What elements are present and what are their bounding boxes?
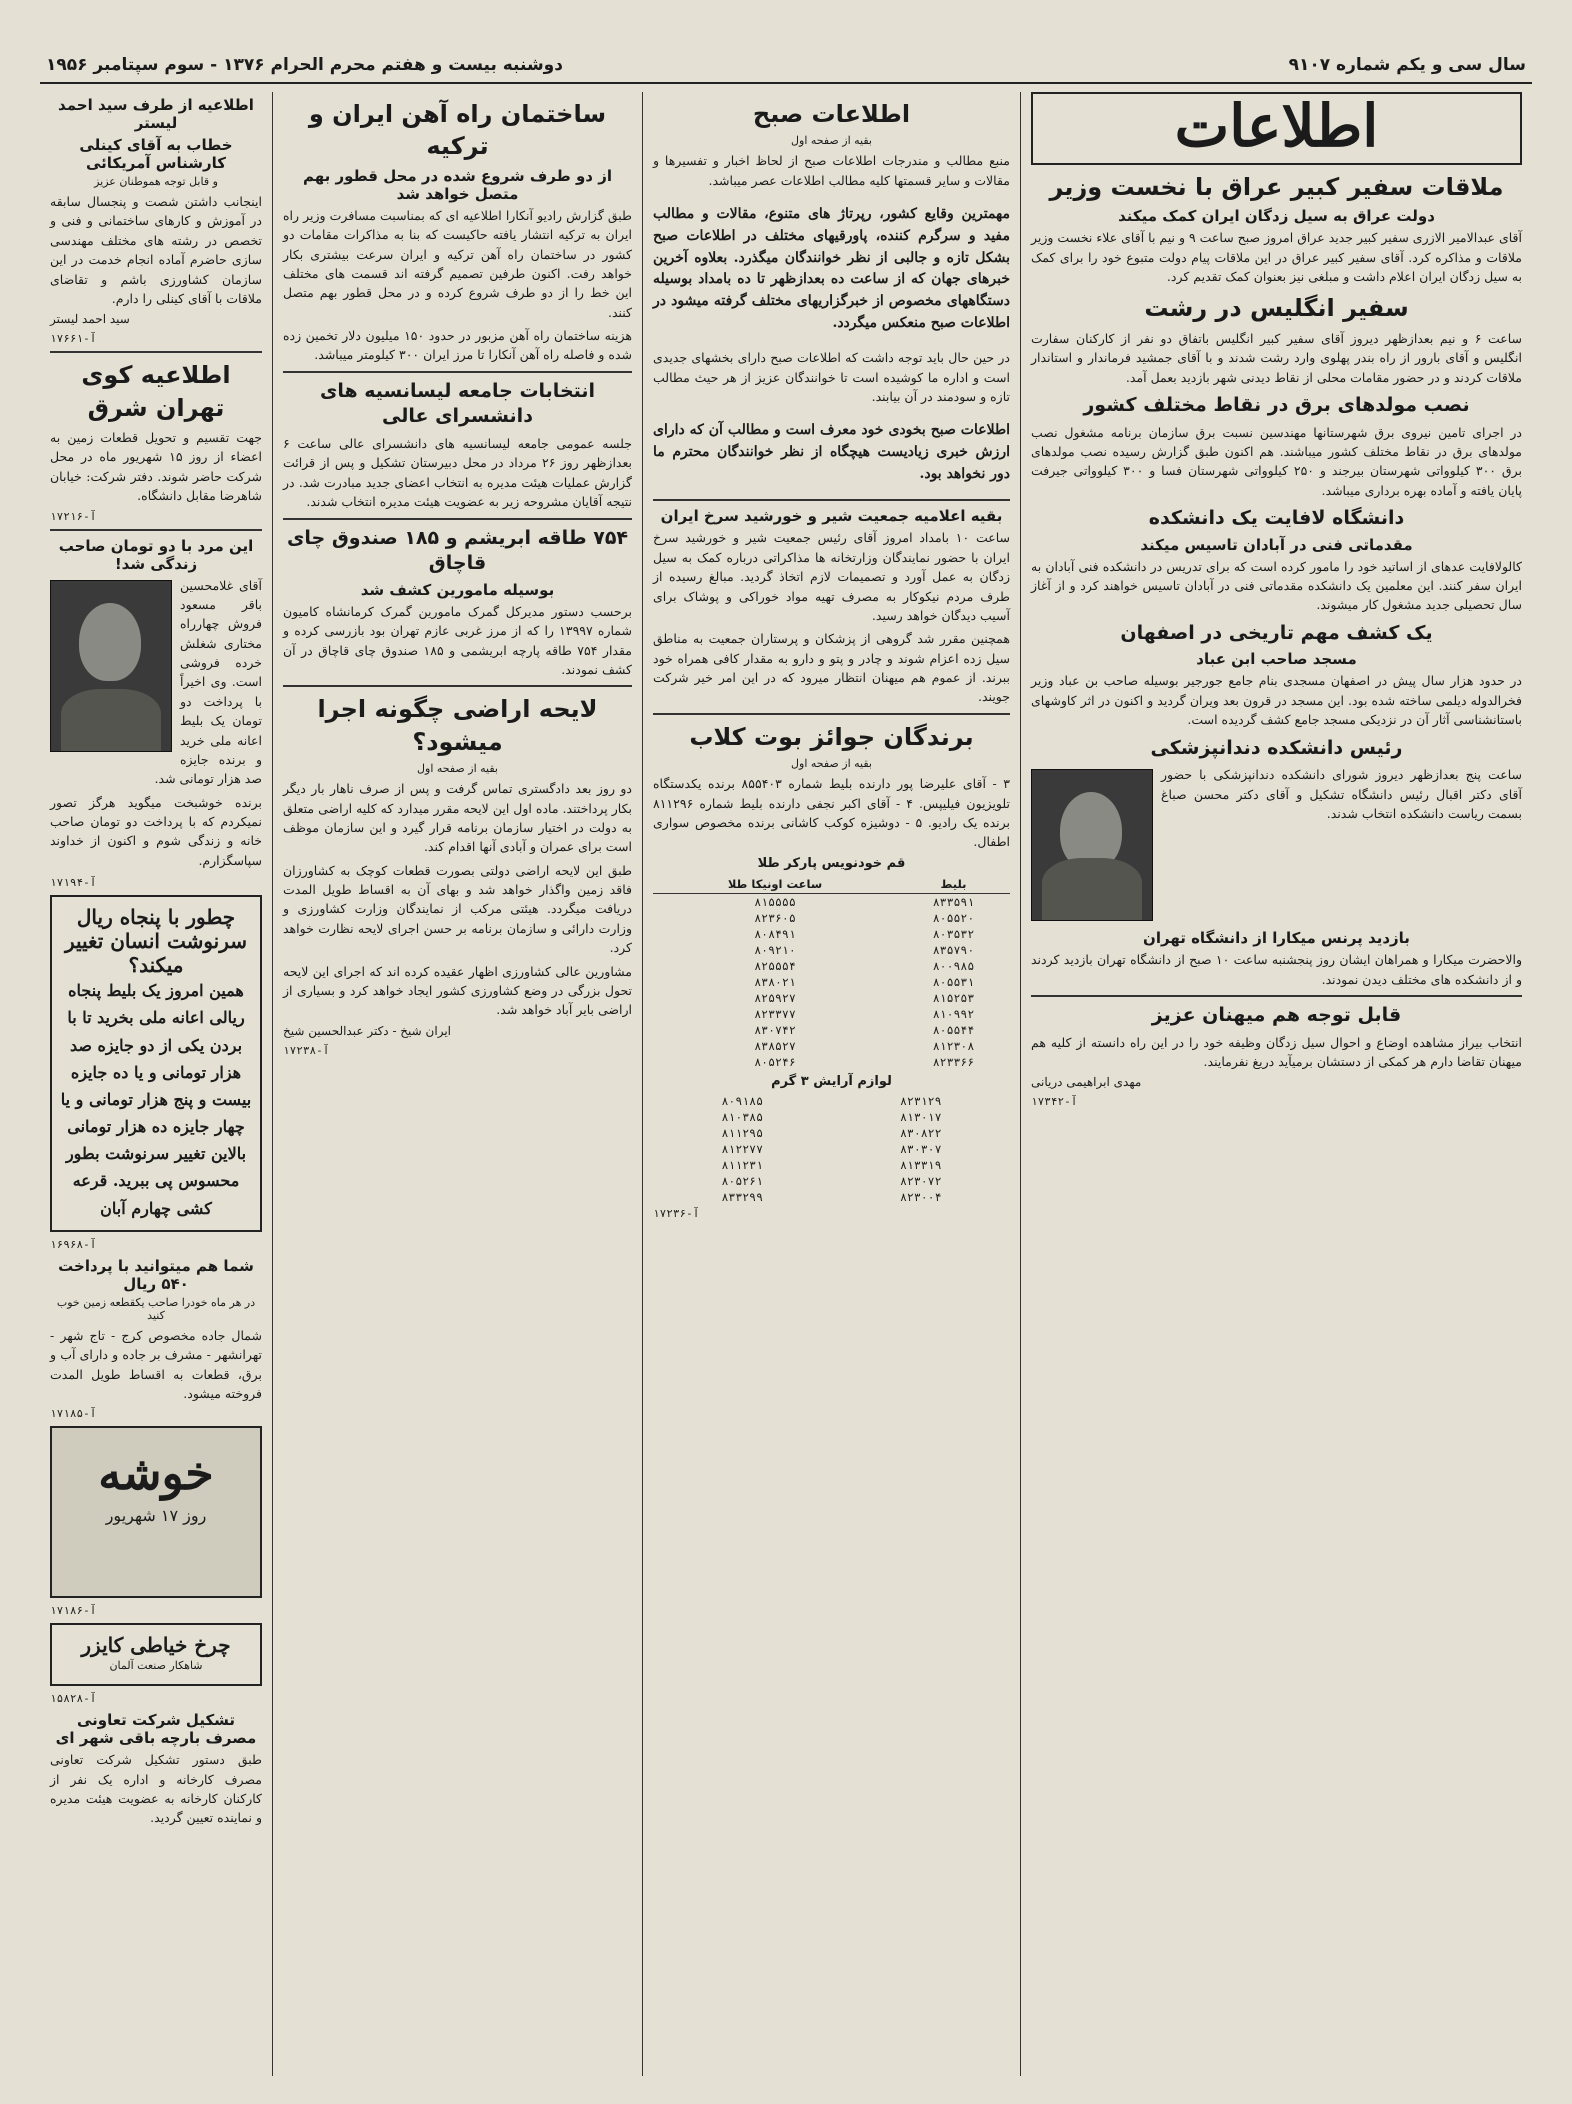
headline-morning-news: اطلاعات صبح: [752, 100, 911, 128]
prize-cell: ۸۰۳۵۳۲: [932, 926, 975, 941]
article-railway-body: طبق گزارش رادیو آنکارا اطلاعیه ای که بمناسبت مسافرت وزیر راه ایران به ترکیه انتشار یافته حاکیست که بنا به مذاکرات مقامات دو کشور در ساختمان راه آهن ترکیه و ایران سرعت بیشتری بکار خواهد رفت. اکنون طرفین تصمیم گرفته اند قسمت های مختلف این خط را از دو طرف شروع کرده و در محل قطور بهم متصل کنند.: [283, 207, 632, 320]
headline-dentistry: رئیس دانشکده دندانپزشکی: [1150, 736, 1403, 759]
column-center-right: [642, 92, 1020, 2076]
prize-row: [653, 958, 1010, 974]
subhead-railway: از دو طرف شروع شده در محل قطور بهم متصل خواهد شد: [303, 166, 612, 203]
headline-red-lion-sun: بقیه اعلامیه جمعیت شیر و خورشید سرخ ایران: [660, 507, 1003, 526]
prize-cell: ۸۲۳۱۲۹: [899, 1093, 942, 1108]
ad-reference: آ-۱۷۳۴۲: [1031, 1095, 1078, 1109]
prize-cell: ۸۰۵۲۶۱: [721, 1173, 764, 1188]
prize-table-header: [653, 875, 1010, 894]
article-winner-body: آقای غلامحسین باقر مسعود فروش چهارراه مختاری شغلش خرده فروشی است. وی اخیراً با پرداخت دو تومان یک بلیط اعانه ملی خرید و برنده جایزه صد هزار تومانی شد.: [154, 577, 262, 787]
continued-note: بقیه از صفحه اول: [791, 757, 872, 771]
prize-cell: ۸۳۸۰۲۱: [754, 974, 796, 989]
prize-table-body: [653, 1093, 1010, 1205]
prize-cell: ۸۱۲۳۰۸: [932, 1038, 975, 1053]
ad-reference: آ-۱۷۲۳۸: [283, 1043, 330, 1057]
headline-coop: تشکیل شرکت تعاونی مصرف بارچه باقی شهر ای: [55, 1711, 257, 1748]
prize-cell: ۸۳۳۲۹۹: [721, 1189, 764, 1204]
article-dentistry-body: ساعت پنج بعدازظهر دیروز شورای دانشکده دندانپزشکی با حضور آقای دکتر اقبال رئیس دانشگاه تشکیل و آقای دکتر محسن صباغ بسمت ریاست دانشکده انتخاب شدند.: [1161, 767, 1522, 821]
continued-note: بقیه از صفحه اول: [791, 134, 872, 148]
prize-row: [653, 1125, 1010, 1141]
headline-generators: نصب مولدهای برق در نقاط مختلف کشور: [1083, 393, 1470, 416]
prize-row: [653, 910, 1010, 926]
article-elections-body: جلسه عمومی جامعه لیسانسیه های دانشسرای عالی ساعت ۶ بعدازظهر روز ۲۶ مرداد در محل دبیرستان تشکیل و پس از قرائت گزارش عملیات هیئت مدیره به انتخاب اعضای جدید مبادرت شد. در نتیجه آقایان مشروحه زیر به عضویت هیئت مدیره انتخاب شدند.: [283, 436, 632, 510]
prize-cell: ۸۲۳۶۰۵: [754, 910, 796, 925]
article-generators-body: در اجرای تامین نیروی برق شهرستانها مهندسین نسبت برق سازمان برنامه مشغول نصب مولدهای برق در نقاط مختلف کشور میباشند. هم اکنون طبق گزارش رسیده نصب مولدهای برق ۳۰۰ کیلوواتی شهرستان بیرجند و ۲۵۰ کیلوواتی شهرستان فسا و ۳۰۰ کیلوواتی جیرفت پایان یافته و آماده بهره برداری میباشد.: [1031, 424, 1522, 498]
headline-railway: ساختمان راه آهن ایران و ترکیه: [308, 100, 607, 161]
prize-cell: ۸۳۳۵۹۱: [932, 894, 975, 909]
ad-lottery-text: همین امروز یک بلیط پنجاه ریالی اعانه ملی بخرید تا با بردن یکی از دو جایزه صد هزار تومانی و یا ده جایزه بیست و پنج هزار تومانی و یا چهار جایزه ده هزار تومانی بالاین تغییر سرنوشت بطور محسوس پی ببرید. قرعه کشی چهارم آبان: [60, 981, 252, 1218]
headline-land-offer: شما هم میتوانید با پرداخت ۵۴۰ ریال: [58, 1256, 254, 1293]
headline-iraq-ambassador: ملاقات سفیر کبیر عراق با نخست وزیر: [1049, 172, 1504, 201]
article-winner-body2: برنده خوشبخت میگوید هرگز تصور نمیکردم که با پرداخت دو تومان صاحب خانه و زندگی شوم و اکنون از خداوند سپاسگزارم.: [50, 794, 262, 868]
subhead-compatriots: و قابل توجه هموطنان عزیز: [94, 175, 218, 188]
subhead-land-offer: در هر ماه خودرا صاحب یکقطعه زمین خوب کنید: [56, 1295, 256, 1322]
ad-kaiser-title: چرخ خیاطی کایزر: [81, 1633, 231, 1658]
page-header: [40, 48, 1532, 84]
prize-cell: ۸۰۹۱۸۵: [721, 1093, 764, 1108]
ad-reference: آ-۱۷۲۱۶: [50, 509, 97, 523]
prize-caption-2: لوازم آرایش ۳ گرم: [771, 1073, 892, 1089]
prize-row: [653, 1006, 1010, 1022]
subhead-isfahan: مسجد صاحب ابن عباد: [1196, 650, 1357, 669]
prize-row: [653, 1038, 1010, 1054]
prize-cell: ۸۱۳۰۱۷: [899, 1109, 942, 1124]
article-morning-lead2: اطلاعات صبح بخودی خود معرف است و مطالب آن که دارای ارزش خبری زیادیست هیچگاه از نظر خوانندگان محترم ما دور نخواهد بود.: [653, 422, 1010, 482]
article-morning-lead: مهمترین وقایع کشور، رپرتاژ های متنوع، مقالات و مطالب مفید و سرگرم کننده، پاورقیهای مختلف در اطلاعات صبح بشکل تازه و جالبی از نظر خوانندگان میگذرد. بعلاوه آخرین خبرهای جهان که از ساعت ده بعدازظهر تا ده بامداد بوسیله دستگاههای مخصوص از خبرگزاریهای مختلف گرفته میشود در اطلاعات صبح منعکس میگردد.: [653, 206, 1010, 331]
prize-cell: ۸۳۵۷۹۰: [932, 942, 975, 957]
divider: [653, 499, 1010, 501]
prize-row: [653, 1093, 1010, 1109]
article-smuggling-body: برحسب دستور مدیرکل گمرک مامورین گمرک کرمانشاه کامیون شماره ۱۳۹۹۷ را که از مرز غربی عازم تهران بود بازرسی کرده و مقدار ۷۵۴ طاقه پارچه ابریشمی و ۱۸۵ صندوق چای قاچاق در آن کشف نمودند.: [283, 603, 632, 677]
article-iraq-body: آقای عبدالامیر الازری سفیر کبیر جدید عراق امروز صبح ساعت ۹ و نیم با آقای علاء نخست وزیر ملاقات و مذاکره کرد. آقای سفیر کبیر عراق در این ملاقات پیام دولت متبوع خود را برای کمک به سیل زدگان ایران اعلام داشت و مبلغی نیز بعنوان کمک تقدیم کرد.: [1031, 230, 1522, 285]
ad-reference: آ-۱۷۶۶۱: [50, 332, 97, 346]
prize-cell: ۸۳۰۸۲۲: [899, 1125, 942, 1140]
prize-table-body: [653, 893, 1010, 1070]
prize-cell: ۸۰۵۵۳۱: [932, 974, 975, 989]
ad-reference: آ-۱۷۲۳۶: [653, 1206, 700, 1220]
prize-cell: ۸۰۵۵۲۰: [932, 910, 975, 925]
prize-row: [653, 1109, 1010, 1125]
prize-cell: ۸۱۰۳۸۵: [721, 1109, 764, 1124]
ad-khoshe: [50, 1426, 262, 1598]
article-land-bill-body2: طبق این لایحه اراضی دولتی بصورت قطعات کوچک به کشاورزان فاقد زمین واگذار خواهد شد و بهای آن به اقساط طویل المدت دریافت میگردد. هیئتی مرکب از نمایندگان وزارت کشاورزی و وزارت دارائی و سازمان برنامه بر حسن اجرای لایحه نظارت خواهد کرد.: [283, 862, 632, 956]
prize-cell: ۸۰۵۵۴۴: [932, 1022, 975, 1037]
ad-kaiser-sub: شاهکار صنعت آلمان: [109, 1659, 203, 1673]
headline-compatriots: قابل توجه هم میهنان عزیز: [1151, 1003, 1402, 1026]
prize-row: [653, 1054, 1010, 1070]
prize-row: [653, 974, 1010, 990]
headline-land-bill: لایحه اراضی چگونه اجرا میشود؟: [317, 695, 598, 756]
masthead-logo: اطلاعات: [1031, 92, 1522, 165]
ad-kaiser: [50, 1623, 262, 1686]
headline-uk-ambassador: سفیر انگلیس در رشت: [1144, 294, 1409, 323]
prize-cell: ۸۰۹۲۱۰: [754, 942, 796, 957]
prize-col-header: ساعت اونیکا طلا: [653, 875, 897, 894]
divider: [653, 713, 1010, 715]
signature-lister: سید احمد لیستر: [50, 312, 130, 327]
ad-reference: آ-۱۶۹۶۸: [50, 1237, 97, 1251]
prize-table-2: [653, 1093, 1010, 1205]
prize-cell: ۸۲۳۳۶۶: [932, 1054, 975, 1069]
columns: [40, 92, 1532, 2076]
prize-cell: ۸۱۱۲۳۱: [721, 1157, 764, 1172]
signature-land-bill: ایران شیخ - دکتر عبدالحسین شیخ: [283, 1023, 451, 1038]
article-coop-body: طبق دستور تشکیل شرکت تعاونی مصرف کارخانه و اداره یک نفر از کارکنان کارخانه به عضویت هیئت مدیره و نماینده تعیین گردید.: [50, 1752, 262, 1826]
subhead-smuggling: بوسیله مامورین کشف شد: [360, 580, 555, 599]
prize-cell: ۸۳۸۵۲۷: [754, 1038, 796, 1053]
article-railway-body2: هزینه ساختمان راه آهن مزبور در حدود ۱۵۰ میلیون دلار تخمین زده شده و فاصله راه آهن آنکارا تا مرز ایران ۳۰۰ کیلومتر میباشد.: [283, 328, 633, 363]
divider: [283, 518, 632, 520]
subhead-lafayette: مقدماتی فنی در آبادان تاسیس میکند: [1140, 535, 1413, 554]
divider: [50, 529, 262, 531]
headline-mikara-visit: بازدید پرنس میکارا از دانشگاه تهران: [1143, 929, 1410, 948]
divider: [50, 351, 262, 353]
prize-cell: ۸۲۳۳۷۷: [754, 1006, 796, 1021]
prize-col-header: بلیط: [897, 875, 1010, 894]
prize-cell: ۸۲۵۵۵۴: [754, 958, 796, 973]
ad-lottery: [50, 895, 262, 1232]
article-red-lion-body2: همچنین مقرر شد گروهی از پزشکان و پرستاران جمعیت به مناطق سیل زده اعزام شوند و چادر و پتو و دارو به مقدار کافی همراه خود ببرند. از عموم هم میهنان انتظار میرود که در این امر خیر شرکت جویند.: [653, 631, 1010, 705]
prize-row: [653, 1189, 1010, 1205]
article-morning-body: در حین حال باید توجه داشت که اطلاعات صبح دارای بخشهای جدیدی است و اداره ما کوشیده است تا خوانندگان عزیز از هر حیث مطالب تازه و سودمند در آن بیابند.: [653, 350, 1010, 405]
portrait-face: [79, 603, 141, 681]
ad-reference: آ-۱۷۱۸۶: [50, 1604, 97, 1618]
ad-reference: آ-۱۷۱۸۵: [50, 1407, 97, 1421]
headline-smuggling: ۷۵۴ طاقه ابریشم و ۱۸۵ صندوق چای قاچاق: [286, 526, 629, 575]
prize-row: [653, 990, 1010, 1006]
prize-cell: ۸۲۵۹۲۷: [754, 990, 796, 1005]
prize-cell: ۸۱۳۳۱۹: [899, 1157, 942, 1172]
headline-lottery-winner: این مرد با دو تومان صاحب زندگی شد!: [58, 536, 254, 573]
headline-isfahan: یک کشف مهم تاریخی در اصفهان: [1120, 621, 1433, 644]
prize-cell: ۸۳۰۳۰۷: [899, 1141, 942, 1156]
prize-cell: ۸۰۰۹۸۵: [932, 958, 975, 973]
prize-row: [653, 1173, 1010, 1189]
prize-cell: ۸۱۱۲۹۵: [721, 1125, 764, 1140]
ad-reference: آ-۱۷۱۹۴: [50, 876, 97, 890]
headline-elections: انتخابات جامعه لیسانسیه های دانشسرای عالی: [319, 379, 596, 428]
prize-cell: ۸۱۰۹۹۲: [932, 1006, 975, 1021]
divider: [283, 371, 632, 373]
article-land-offer-body: شمال جاده مخصوص کرج - تاج شهر - تهرانشهر - مشرف بر جاده و دارای آب و برق، قطعات به اقساط طویل المدت فروخته میشود.: [50, 1327, 262, 1401]
prize-cell: ۸۰۵۲۴۶: [754, 1054, 796, 1069]
headline-boot-club: برندگان جوائز بوت کلاب: [689, 722, 974, 751]
headline-kuy-tehran: اطلاعیه کوی تهران شرق: [81, 361, 231, 422]
divider: [1031, 995, 1522, 997]
headline-lafayette: دانشگاه لافایت یک دانشکده: [1148, 507, 1405, 530]
prize-cell: ۸۲۳۰۷۲: [899, 1173, 942, 1188]
article-lafayette-body: کالولافایت عدهای از اساتید خود را مامور کرده است که برای تدریس در دانشکده فنی آبادان به ایران سفر کنند. این معلمین یک دانشکده مقدماتی فنی در آبادان تاسیس خواهند کرد و از آغاز سال تحصیلی جدید مشغول کار میشوند.: [1031, 558, 1522, 613]
prize-row: [653, 1157, 1010, 1173]
article-mikara-body: والاحضرت میکارا و همراهان ایشان روز پنجشنبه ساعت ۱۰ صبح از دانشگاه تهران بازدید کردند و از دانشکده های مختلف دیدن نمودند.: [1031, 952, 1522, 987]
article-land-bill-body3: مشاورین عالی کشاورزی اظهار عقیده کرده اند که اجرای این لایحه تحول بزرگی در وضع کشاورزی کشور ایجاد خواهد کرد و بسیاری از اراضی بایر آباد خواهد شد.: [283, 963, 632, 1018]
prize-cell: ۸۲۳۰۰۴: [899, 1189, 942, 1204]
prize-cell: ۸۱۲۲۷۷: [721, 1141, 764, 1156]
article-land-bill-body: دو روز بعد دادگستری تماس گرفت و پس از صرف ناهار بار دیگر بکار پرداختند. ماده اول این لایحه مقرر میدارد که کلیه اراضی متعلق به دولت در اختیار سازمان برنامه قرار گیرد و این سازمان موظف است برای عمران و آبادی آنها اقدام کند.: [283, 781, 632, 855]
article-uk-body: ساعت ۶ و نیم بعدازظهر دیروز آقای سفیر کبیر انگلیس باتفاق دو نفر از کارکنان سفارت انگلیس و آقای بارور از راه بندر پهلوی وارد رشت شدند و با آقای جمشید فرماندار و استاندار ملاقات کردند و در حضور مقامات محلی از نقاط دیدنی شهر بازدید بعمل آمد.: [1031, 330, 1522, 385]
divider: [283, 685, 632, 687]
article-isfahan-body: در حدود هزار سال پیش در اصفهان مسجدی بنام جامع جورجیر بوسیله صاحب بن عباد وزیر فخرالدوله دیلمی ساخته شده بود. این مسجد در قرون بعد ویران گردید و اکنون در اثر کاوشهای باستانشناسی آثار آن در نزدیکی مسجد جامع کشف گردیده است.: [1031, 673, 1522, 728]
signature-compatriots: مهدی ابراهیمی دریانی: [1031, 1075, 1142, 1090]
subhead-iraq-aid: دولت عراق به سیل زدگان ایران کمک میکند: [1118, 207, 1435, 226]
ad-reference: آ-۱۵۸۲۸: [50, 1692, 97, 1706]
column-left: [40, 92, 272, 2076]
prize-cell: ۸۰۸۴۹۱: [754, 926, 796, 941]
prize-cell: ۸۱۵۵۵۵: [754, 894, 796, 909]
issue-number: سال سی و یکم شماره ۹۱۰۷: [1288, 55, 1526, 75]
portrait-photo-dean: [1031, 769, 1153, 921]
portrait-photo-winner: [50, 580, 172, 752]
prize-cell: ۸۳۰۷۴۲: [754, 1022, 796, 1037]
article-kuy-tehran-body: جهت تقسیم و تحویل قطعات زمین به اعضاء از روز ۱۵ شهریور ماه در محل شرکت حاضر شوند. دفتر شرکت: خیابان شاهرضا مقابل دانشگاه.: [50, 430, 263, 504]
article-red-lion-body: ساعت ۱۰ بامداد امروز آقای رئیس جمعیت شیر و خورشید سرخ ایران با حضور نمایندگان وزارتخانه ها مذاکراتی درباره کمک به سیل زدگان به عمل آورد و تصمیمات لازم اتخاذ گردید. مبالغ رسیده از طرف مردم نیکوکار به مصرف تهیه مواد خوراکی و پوشاک برای آسیب دیدگان خواهد رسید.: [653, 530, 1010, 623]
article-compatriots-body: انتخاب بیراز مشاهده اوضاع و احوال سیل زدگان وظیفه خود را در این راه دانسته از کلیه هم میهنان تقاضا دارم هر کمکی از دستشان برمیآید دریغ نفرمایند.: [1031, 1034, 1522, 1069]
prize-caption: قم خودنویس پارکر طلا: [757, 855, 906, 871]
prize-table: [653, 875, 1010, 1070]
article-lister-body: اینجانب داشتن شصت و پنجسال سابقه در آموزش و کارهای ساختمانی و فنی و تخصص در رشته های مختلف مهندسی سازی حاضرم آماده انجام خدمت در این سازمان کشاورزی باشم و تقاضای ملاقات با آقای کینلی را دارم.: [50, 194, 262, 306]
portrait-shoulders: [1042, 858, 1142, 920]
prize-row: [653, 1141, 1010, 1157]
ad-khoshe-date: روز ۱۷ شهریور: [105, 1506, 207, 1526]
newspaper-page: [40, 36, 1532, 2076]
subhead-kinley: خطاب به آقای کینلی کارشناس آمریکائی: [79, 136, 233, 172]
issue-date: دوشنبه بیست و هفتم محرم الحرام ۱۳۷۶ - سوم سپتامبر ۱۹۵۶: [46, 55, 563, 75]
prize-cell: ۸۱۵۲۵۳: [932, 990, 975, 1005]
column-right: [1020, 92, 1532, 2076]
portrait-shoulders: [61, 689, 161, 751]
headline-lister-notice: اطلاعیه از طرف سید احمد لیستر: [58, 96, 254, 132]
prize-row: [653, 942, 1010, 958]
ad-lottery-title: چطور با پنجاه ریال سرنوشت انسان تغییر میکند؟: [64, 905, 248, 978]
article-morning-intro: منبع مطالب و مندرجات اطلاعات صبح از لحاظ اخبار و تفسیرها و مقالات و سایر قسمتها کلیه مطالب اطلاعات عصر میباشد.: [653, 153, 1010, 188]
ad-khoshe-title: خوشه: [98, 1446, 214, 1501]
prize-row: [653, 926, 1010, 942]
article-boot-club-body: ۳ - آقای علیرضا پور دارنده بلیط شماره ۸۵۵۴۰۳ برنده یکدستگاه تلویزیون فیلیپس. ۴ - آقای اکبر نجفی دارنده بلیط شماره ۸۱۱۲۹۶ برنده یک رادیو. ۵ - دوشیزه کوکب کاشانی برنده مخصوص سواری اطفال.: [653, 776, 1011, 850]
prize-row: [653, 1022, 1010, 1038]
continued-note: بقیه از صفحه اول: [417, 762, 498, 776]
prize-row: [653, 893, 1010, 910]
column-center-left: [272, 92, 642, 2076]
